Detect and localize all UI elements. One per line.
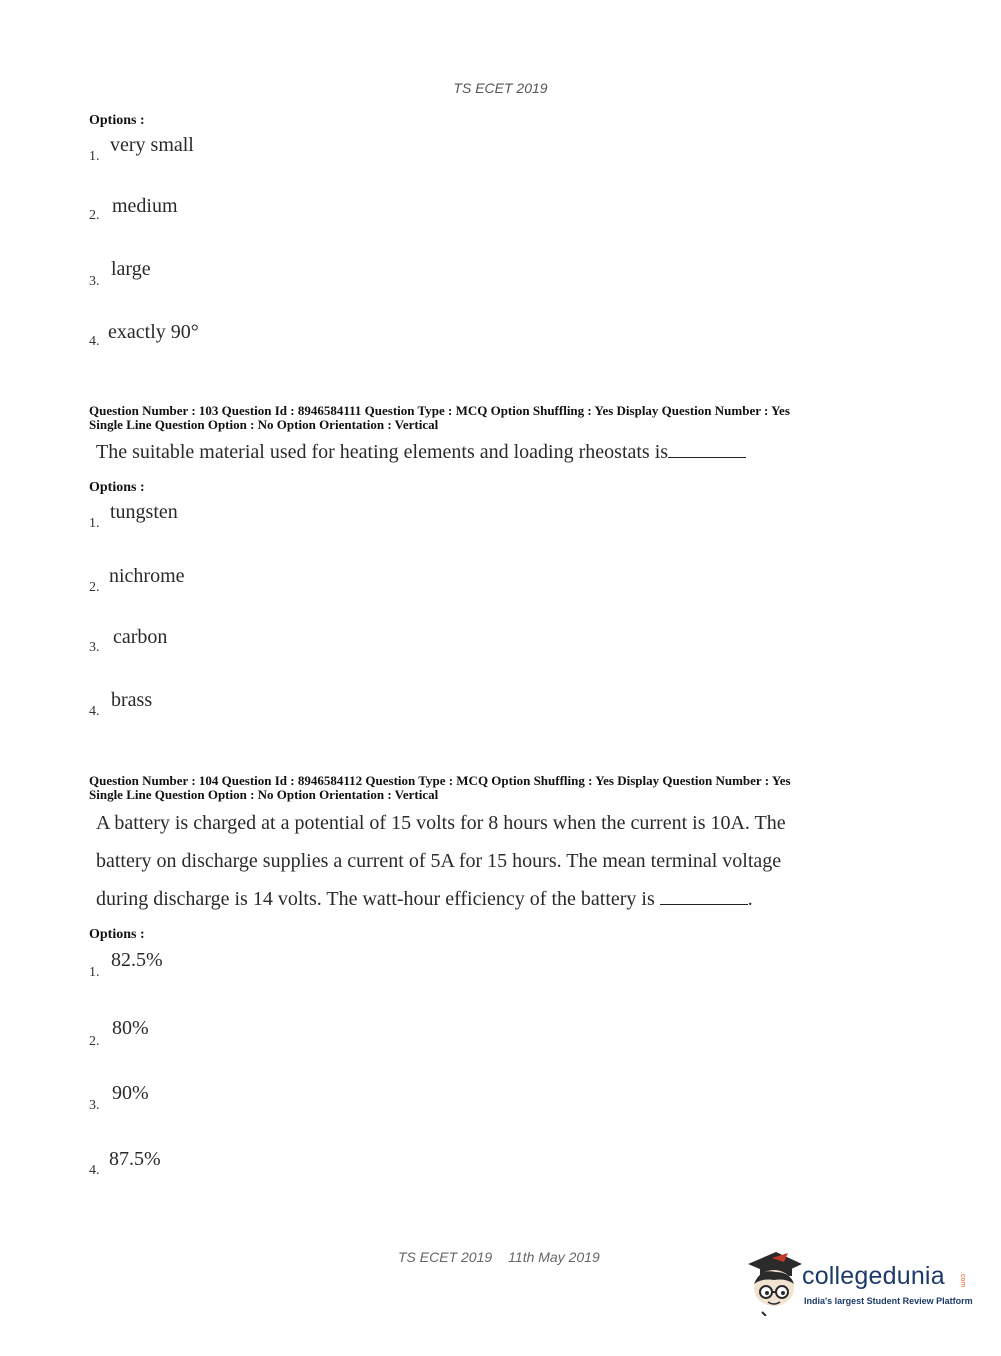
option-text: carbon bbox=[113, 626, 168, 648]
option-number: 4. bbox=[89, 704, 100, 719]
option-text: exactly 90° bbox=[108, 321, 199, 343]
option-number: 2. bbox=[89, 580, 100, 595]
option-number: 3. bbox=[89, 274, 100, 289]
question-meta-line-2: Single Line Question Option : No Option Orientation : Vertical bbox=[89, 787, 439, 802]
logo-wordmark: collegedunia bbox=[802, 1262, 945, 1290]
options-label: Options : bbox=[89, 113, 145, 128]
question-meta-line-1: Question Number : 104 Question Id : 8946584112 Question Type : MCQ Option Shuffling : Yes Display Question Number : Yes bbox=[89, 773, 791, 788]
logo-tagline: India's largest Student Review Platform bbox=[804, 1296, 973, 1306]
question-text bbox=[96, 441, 746, 464]
page-footer bbox=[398, 1249, 616, 1265]
option-number: 1. bbox=[89, 965, 100, 980]
answer-blank bbox=[660, 890, 748, 905]
option-text: tungsten bbox=[110, 501, 178, 523]
logo-domain-suffix: .com bbox=[959, 1272, 966, 1288]
option-text: medium bbox=[112, 195, 178, 217]
question-meta-line-2: Single Line Question Option : No Option Orientation : Vertical bbox=[89, 417, 439, 432]
option-number: 4. bbox=[89, 1163, 100, 1178]
footer-exam-date: 11th May 2019 bbox=[508, 1249, 600, 1265]
option-number: 2. bbox=[89, 208, 100, 223]
option-text: 87.5% bbox=[109, 1148, 161, 1170]
option-text: 90% bbox=[112, 1082, 149, 1104]
option-text: 82.5% bbox=[111, 949, 163, 971]
option-text: brass bbox=[111, 689, 153, 711]
question-text-line-1: A battery is charged at a potential of 15 volts for 8 hours when the current is 10A. The bbox=[96, 812, 786, 834]
mascot-icon bbox=[742, 1250, 804, 1316]
option-number: 1. bbox=[89, 149, 100, 164]
options-label: Options : bbox=[89, 927, 145, 942]
option-number: 4. bbox=[89, 334, 100, 349]
footer-exam-name: TS ECET 2019 bbox=[398, 1249, 493, 1265]
answer-blank bbox=[668, 443, 746, 458]
question-end-punctuation: . bbox=[747, 888, 753, 910]
question-text-content: during discharge is 14 volts. The watt-hour efficiency of the battery is bbox=[96, 888, 655, 910]
question-text-content: The suitable material used for heating elements and loading rheostats is bbox=[96, 441, 669, 463]
page-header-title: TS ECET 2019 bbox=[453, 80, 548, 96]
option-number: 3. bbox=[89, 640, 100, 655]
option-number: 2. bbox=[89, 1034, 100, 1049]
option-text: 80% bbox=[112, 1017, 149, 1039]
option-number: 3. bbox=[89, 1098, 100, 1113]
option-number: 1. bbox=[89, 516, 100, 531]
option-text: nichrome bbox=[109, 565, 185, 587]
question-meta-line-1: Question Number : 103 Question Id : 8946584111 Question Type : MCQ Option Shuffling : Yes Display Question Number : Yes bbox=[89, 403, 790, 418]
collegedunia-logo bbox=[742, 1250, 972, 1320]
option-text: very small bbox=[110, 134, 194, 156]
question-text-line-2: battery on discharge supplies a current of 5A for 15 hours. The mean terminal voltage bbox=[96, 850, 782, 872]
question-text-line-3 bbox=[96, 888, 753, 911]
options-label: Options : bbox=[89, 480, 145, 495]
option-text: large bbox=[111, 258, 151, 280]
